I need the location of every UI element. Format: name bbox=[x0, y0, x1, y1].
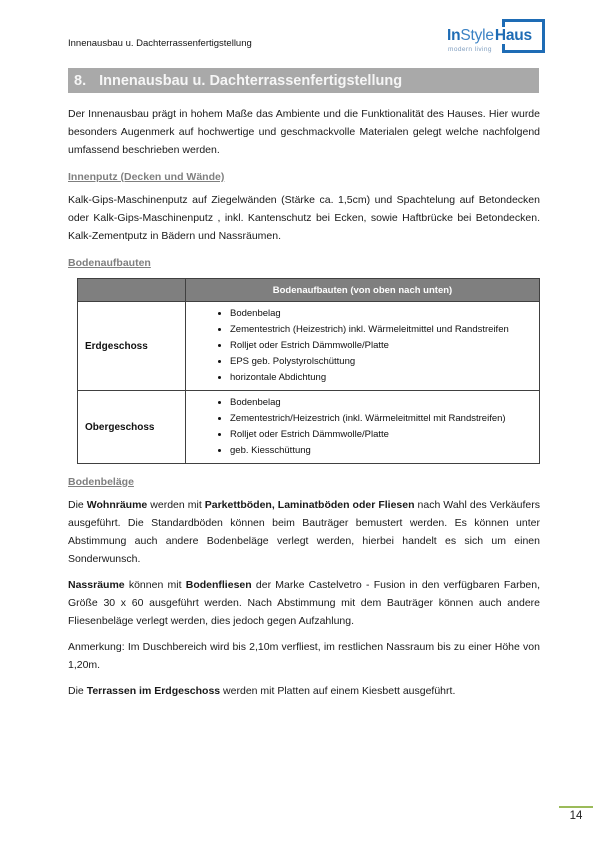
logo-word-in: In bbox=[447, 27, 461, 44]
table-bullet-item: • EPS geb. Polystyrolschüttung bbox=[230, 354, 535, 370]
table-bullet-item: • Rolljet oder Estrich Dämmwolle/Platte bbox=[230, 427, 535, 443]
bodenaufbauten-heading: Bodenaufbauten bbox=[68, 257, 151, 269]
table-header-cell: Bodenaufbauten (von oben nach unten) bbox=[186, 279, 540, 302]
instylehaus-logo bbox=[445, 18, 550, 60]
content-column bbox=[68, 93, 540, 700]
table-bullet-item: • Bodenbelag bbox=[230, 306, 535, 322]
logo-wordmark bbox=[447, 28, 533, 44]
table-bullet-item: • Zementestrich/Heizestrich (inkl. Wärmeleitmittel mit Randstreifen) bbox=[230, 411, 535, 427]
bodenbelaege-heading: Bodenbeläge bbox=[68, 476, 134, 488]
bullet-list-obergeschoss bbox=[190, 395, 535, 459]
anmerkung-paragraph: Anmerkung: Im Duschbereich wird bis 2,10m verfliest, im restlichen Nassraum bis zu einer Höhe von 1,20m. bbox=[68, 641, 540, 671]
table-bullet-item: • Bodenbelag bbox=[230, 395, 535, 411]
table-row-erdgeschoss bbox=[78, 302, 540, 391]
page-number: 14 bbox=[569, 810, 583, 822]
wohnraeume-paragraph: Die Wohnräume werden mit Parkettböden, Laminatböden oder Fliesen nach Wahl des Verkäufers ausgeführt. Die Standardböden können beim Bauträger bemustert werden. Es können unter Abstimmung auch andere Bodenbeläge verlegt werden, hierbei handelt es sich um einen Sonderwunsch. bbox=[68, 499, 540, 565]
bodenaufbauten-table bbox=[77, 278, 540, 464]
bullet-list-erdgeschoss bbox=[190, 306, 535, 386]
table-header-row bbox=[78, 279, 540, 302]
innenputz-paragraph: Kalk-Gips-Maschinenputz auf Ziegelwänden (Stärke ca. 1,5cm) und Spachtelung auf Betondecken oder Kalk-Gips-Maschinenputz , inkl. Kantenschutz bei Ecken, sowie Haftbrücke bei Betondecken. Kalk-Zementputz in Bädern und Nassräumen. bbox=[68, 194, 540, 242]
logo-word-haus: Haus bbox=[494, 27, 532, 44]
floor-label-erdgeschoss: Erdgeschoss bbox=[78, 302, 186, 391]
table-bullet-item: • geb. Kiesschüttung bbox=[230, 443, 535, 459]
logo-tagline: modern living bbox=[448, 46, 492, 53]
floor-items-cell bbox=[186, 391, 540, 464]
floor-label-obergeschoss: Obergeschoss bbox=[78, 391, 186, 464]
table-row-obergeschoss bbox=[78, 391, 540, 464]
terrassen-paragraph: Die Terrassen im Erdgeschoss werden mit Platten auf einem Kiesbett ausgeführt. bbox=[68, 685, 456, 697]
floor-items-cell bbox=[186, 302, 540, 391]
table-bullet-item: • horizontale Abdichtung bbox=[230, 370, 535, 386]
header-running-title: Innenausbau u. Dachterrassenfertigstellung bbox=[68, 38, 252, 49]
table-header-empty-cell bbox=[78, 279, 186, 302]
table-bullet-item: • Zementestrich (Heizestrich) inkl. Wärmeleitmittel und Randstreifen bbox=[230, 322, 535, 338]
section-heading-bar bbox=[68, 68, 539, 93]
nassraeume-paragraph: Nassräume können mit Bodenfliesen der Marke Castelvetro - Fusion in den verfügbaren Farben, Größe 30 x 60 ausgeführt werden. Nach Abstimmung mit dem Bauträger können auch andere Fliesenbeläge verlegt werden, dies jedoch gegen Aufzahlung. bbox=[68, 579, 541, 627]
page-footer bbox=[559, 806, 593, 822]
logo-word-style: Style bbox=[460, 27, 494, 44]
section-title: Innenausbau u. Dachterrassenfertigstellung bbox=[99, 72, 403, 89]
table-bullet-item: • Rolljet oder Estrich Dämmwolle/Platte bbox=[230, 338, 535, 354]
innenputz-heading: Innenputz (Decken und Wände) bbox=[68, 171, 225, 183]
intro-paragraph: Der Innenausbau prägt in hohem Maße das Ambiente und die Funktionalität des Hauses. Hier wurde besonders Augenmerk auf hochwertige und geschmackvolle Materialen gelegt welche nachfolgend umfassend beschrieben werden. bbox=[68, 108, 540, 156]
section-number: 8. bbox=[74, 72, 87, 89]
